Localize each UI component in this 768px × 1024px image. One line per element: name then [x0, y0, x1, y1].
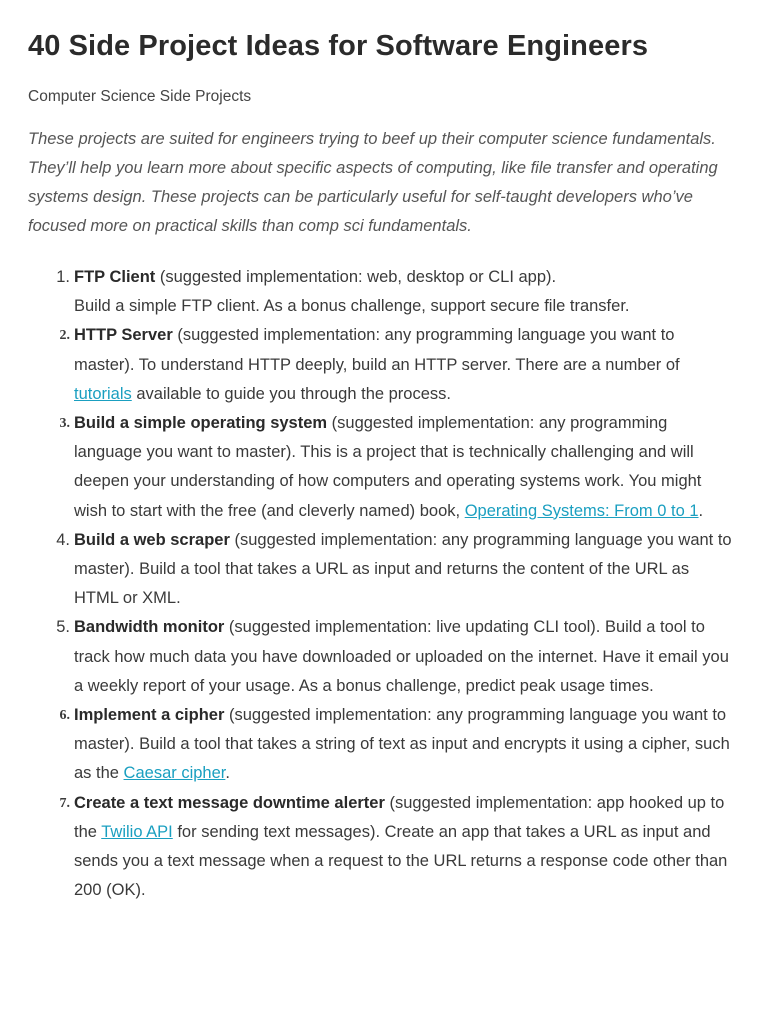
- item-text: (suggested implementation: live updating CLI tool). Build a tool to track how much data you have downloaded or uploaded on the internet. Have it email you a weekly report of your usage. As a bonus challenge, predict peak usage times.: [74, 618, 729, 695]
- item-number: 4.: [56, 530, 70, 549]
- item-title: Bandwidth monitor: [74, 618, 225, 637]
- list-item: [28, 613, 732, 701]
- item-number: 5.: [56, 618, 70, 637]
- item-number: 6.: [59, 708, 70, 724]
- item-number: 3.: [59, 416, 70, 432]
- item-title: Build a web scraper: [74, 530, 230, 549]
- item-text: available to guide you through the process.: [131, 384, 451, 403]
- item-text: (suggested implementation: app hooked up to the: [74, 793, 725, 841]
- item-text: for sending text messages). Create an app that takes a URL as input and sends you a text message when a request to the URL returns a response code other than 200 (OK).: [74, 822, 728, 900]
- item-text: (suggested implementation: any programming language you want to master). Build a tool that takes a string of text as input and encrypts it using a cipher, such as the: [74, 706, 730, 783]
- list-item: [28, 263, 732, 321]
- item-title: Build a simple operating system: [74, 414, 328, 433]
- page-title: 40 Side Project Ideas for Software Engineers: [28, 30, 649, 62]
- item-number: 1.: [56, 268, 70, 286]
- caesar-cipher-link[interactable]: Caesar cipher: [123, 764, 226, 783]
- item-title: Create a text message downtime alerter: [74, 793, 385, 812]
- item-number: 7.: [59, 795, 70, 811]
- item-text: .: [698, 501, 704, 520]
- item-number: 2.: [59, 328, 70, 344]
- list-item: [28, 321, 732, 409]
- project-list: [28, 263, 732, 905]
- list-item: [28, 701, 732, 789]
- intro-paragraph: These projects are suited for engineers trying to beef up their computer science fundamentals. They’ll help you learn more about specific aspects of computing, like file transfer and operating systems design. These projects can be particularly useful for self-taught developers who’ve focused more on practical skills than comp sci fundamentals.: [28, 130, 718, 235]
- item-text: (suggested implementation: any programming language you want to master). Build a tool that takes a URL as input and returns the content of the URL as HTML or XML.: [74, 530, 732, 608]
- section-heading: Computer Science Side Projects: [28, 88, 252, 105]
- list-item: [28, 789, 732, 906]
- twilio-api-link[interactable]: Twilio API: [101, 822, 173, 841]
- item-text: (suggested implementation: any programming language you want to master). To understand HTTP deeply, build an HTTP server. There are a number of: [74, 326, 680, 374]
- item-description: Build a simple FTP client. As a bonus challenge, support secure file transfer.: [74, 297, 630, 316]
- operating-systems-book-link[interactable]: Operating Systems: From 0 to 1: [464, 501, 699, 520]
- item-title: FTP Client: [74, 268, 156, 286]
- tutorials-link[interactable]: tutorials: [74, 384, 132, 403]
- item-title: HTTP Server: [74, 326, 173, 345]
- item-text: (suggested implementation: web, desktop or CLI app).: [155, 268, 557, 286]
- item-text: .: [225, 764, 230, 783]
- item-text: (suggested implementation: any programming language you want to master). This is a project that is technically challenging and will deepen your understanding of how computers and operating systems work. You might wish to start with the free (and cleverly named) book,: [74, 414, 702, 520]
- list-item: [28, 526, 732, 614]
- item-title: Implement a cipher: [74, 706, 225, 725]
- list-item: [28, 409, 732, 526]
